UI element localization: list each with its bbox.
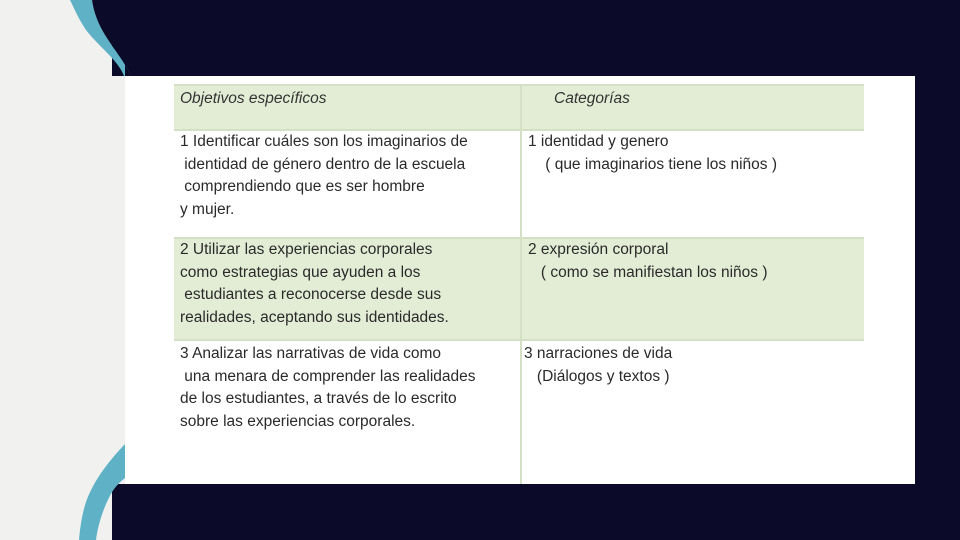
category-1-text: 1 identidad y genero ( que imaginarios tiene los niños )	[528, 133, 777, 173]
content-card	[125, 76, 915, 484]
table-rule	[174, 339, 864, 341]
dark-bottom-panel	[112, 484, 960, 540]
dark-top-panel	[112, 0, 960, 76]
category-2-text: 2 expresión corporal ( como se manifiestan los niños )	[528, 241, 768, 281]
objectives-column-header: Objetivos específicos	[180, 90, 327, 107]
categories-column-header: Categorías	[554, 90, 630, 107]
category-3-text: 3 narraciones de vida (Diálogos y textos )	[524, 345, 673, 385]
dark-right-panel	[915, 0, 960, 540]
objective-2-text: 2 Utilizar las experiencias corporales como estrategias que ayuden a los estudiantes a reconocerse desde sus realidades, aceptando sus identidades.	[180, 241, 449, 326]
objective-3-text: 3 Analizar las narrativas de vida como una menara de comprender las realidades de los estudiantes, a través de lo escrito sobre las experiencias corporales.	[180, 345, 476, 430]
objectives-table	[174, 84, 864, 484]
objective-1-text: 1 Identificar cuáles son los imaginarios de identidad de género dentro de la escuela comprendiendo que es ser hombre y mujer.	[180, 133, 468, 218]
table-rule	[174, 84, 864, 86]
table-column-divider	[520, 84, 522, 484]
